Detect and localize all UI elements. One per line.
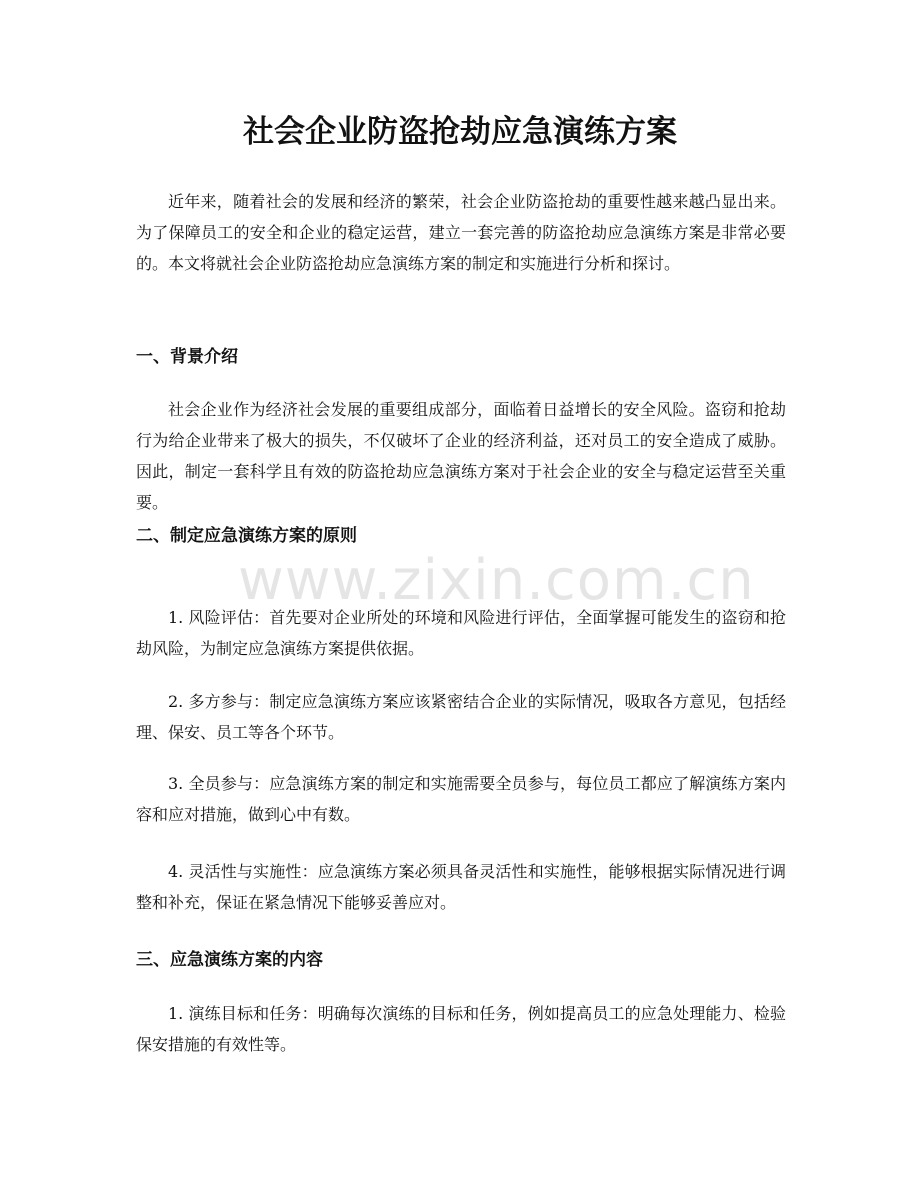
principle-item-multi-party: 2. 多方参与：制定应急演练方案应该紧密结合企业的实际情况，吸取各方意见，包括经理、保安、员工等各个环节。 [136, 692, 786, 742]
section-heading-contents: 三、应急演练方案的内容 [136, 950, 323, 970]
section-heading-background: 一、背景介绍 [136, 347, 238, 367]
principle-item-flexibility: 4. 灵活性与实施性：应急演练方案必须具备灵活性和实施性，能够根据实际情况进行调整和补充，保证在紧急情况下能够妥善应对。 [136, 862, 786, 912]
principle-item-risk-assessment: 1. 风险评估：首先要对企业所处的环境和风险进行评估，全面掌握可能发生的盗窃和抢劫风险，为制定应急演练方案提供依据。 [136, 608, 786, 658]
principle-item-all-staff: 3. 全员参与：应急演练方案的制定和实施需要全员参与，每位员工都应了解演练方案内容和应对措施，做到心中有数。 [136, 774, 786, 824]
intro-paragraph: 近年来，随着社会的发展和经济的繁荣，社会企业防盗抢劫的重要性越来越凸显出来。为了保障员工的安全和企业的稳定运营，建立一套完善的防盗抢劫应急演练方案是非常必要的。本文将就社会企业防盗抢劫应急演练方案的制定和实施进行分析和探讨。 [136, 192, 786, 273]
content-item-goals: 1. 演练目标和任务：明确每次演练的目标和任务，例如提高员工的应急处理能力、检验保安措施的有效性等。 [136, 1004, 786, 1054]
watermark-logo: www.zixin.com.cn [238, 548, 755, 613]
background-paragraph: 社会企业作为经济社会发展的重要组成部分，面临着日益增长的安全风险。盗窃和抢劫行为给企业带来了极大的损失，不仅破坏了企业的经济利益，还对员工的安全造成了威胁。因此，制定一套科学且有效的防盗抢劫应急演练方案对于社会企业的安全与稳定运营至关重要。 [136, 400, 786, 512]
section-heading-principles: 二、制定应急演练方案的原则 [136, 526, 357, 546]
document-title: 社会企业防盗抢劫应急演练方案 [243, 114, 677, 150]
